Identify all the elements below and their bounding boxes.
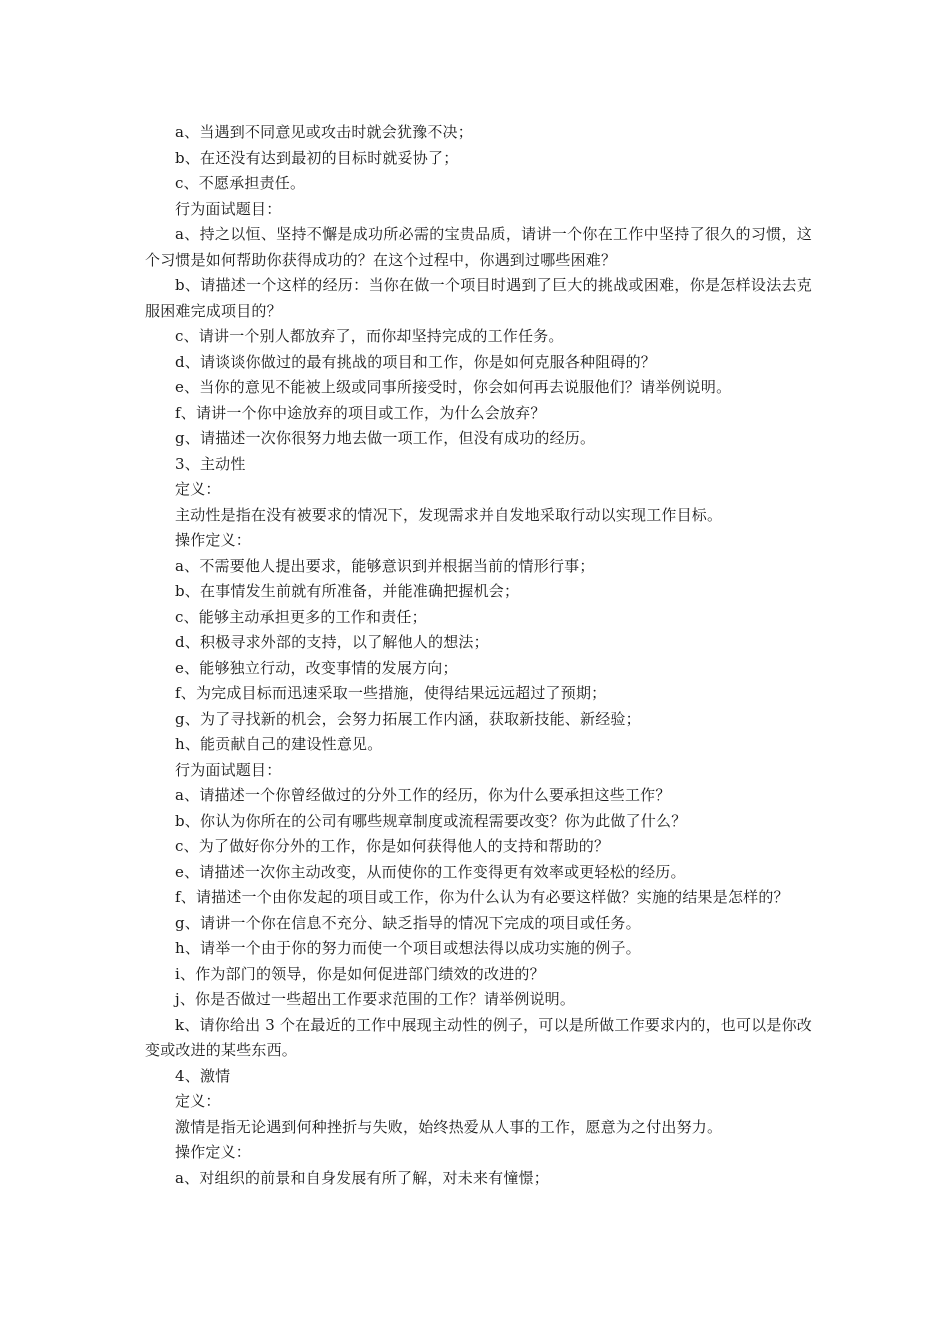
section-label: 定义： xyxy=(175,480,221,498)
paragraph: a、持之以恒、坚持不懈是成功所必需的宝贵品质，请讲一个你在工作中坚持了很久的习惯，这个习惯是如何帮助你获得成功的？在这个过程中，你遇到过哪些困难？ xyxy=(145,225,812,269)
paragraph: j、你是否做过一些超出工作要求范围的工作？请举例说明。 xyxy=(175,990,576,1008)
paragraph: b、在事情发生前就有所准备，并能准确把握机会； xyxy=(175,582,520,600)
paragraph: g、请描述一次你很努力地去做一项工作，但没有成功的经历。 xyxy=(175,429,596,447)
paragraph: a、请描述一个你曾经做过的分外工作的经历，你为什么要承担这些工作？ xyxy=(175,786,671,804)
paragraph: d、请谈谈你做过的最有挑战的项目和工作，你是如何克服各种阻碍的？ xyxy=(175,352,657,371)
paragraph: a、不需要他人提出要求，能够意识到并根据当前的情形行事； xyxy=(175,556,595,575)
paragraph: 激情是指无论遇到何种挫折与失败，始终热爱从人事的工作，愿意为之付出努力。 xyxy=(175,1117,723,1136)
paragraph: b、你认为你所在的公司有哪些规章制度或流程需要改变？你为此做了什么？ xyxy=(175,811,687,830)
section-label: 行为面试题目： xyxy=(175,760,282,779)
paragraph: e、能够独立行动，改变事情的发展方向； xyxy=(175,658,458,677)
paragraph: b、请描述一个这样的经历：当你在做一个项目时遇到了巨大的挑战或困难，你是怎样设法去克服困难完成项目的？ xyxy=(145,276,812,320)
paragraph: d、积极寻求外部的支持，以了解他人的想法； xyxy=(175,633,489,651)
paragraph: g、请讲一个你在信息不充分、缺乏指导的情况下完成的项目或任务。 xyxy=(175,913,641,932)
paragraph: b、在还没有达到最初的目标时就妥协了； xyxy=(175,148,459,167)
paragraph: h、请举一个由于你的努力而使一个项目或想法得以成功实施的例子。 xyxy=(175,939,641,957)
paragraph: f、为完成目标而迅速采取一些措施，使得结果远远超过了预期； xyxy=(175,684,607,702)
paragraph: h、能贡献自己的建设性意见。 xyxy=(175,735,383,753)
paragraph: c、请讲一个别人都放弃了，而你却坚持完成的工作任务。 xyxy=(175,327,564,345)
paragraph: a、当遇到不同意见或攻击时就会犹豫不决； xyxy=(175,123,473,141)
paragraph: e、当你的意见不能被上级或同事所接受时，你会如何再去说服他们？请举例说明。 xyxy=(175,378,732,396)
section-heading: 3、主动性 xyxy=(175,454,246,473)
paragraph: c、为了做好你分外的工作，你是如何获得他人的支持和帮助的？ xyxy=(175,837,610,855)
paragraph: f、请描述一个由你发起的项目或工作，你为什么认为有必要这样做？实施的结果是怎样的？ xyxy=(175,888,789,906)
section-heading: 4、激情 xyxy=(175,1066,231,1085)
paragraph: f、请讲一个你中途放弃的项目或工作，为什么会放弃？ xyxy=(175,403,546,422)
section-label: 操作定义： xyxy=(175,531,252,549)
section-label: 行为面试题目： xyxy=(175,199,282,218)
paragraph: e、请描述一次你主动改变，从而使你的工作变得更有效率或更轻松的经历。 xyxy=(175,862,686,881)
paragraph: i、作为部门的领导，你是如何促进部门绩效的改进的？ xyxy=(175,964,545,983)
paragraph: c、能够主动承担更多的工作和责任； xyxy=(175,607,427,626)
paragraph: g、为了寻找新的机会，会努力拓展工作内涵，获取新技能、新经验； xyxy=(175,709,641,728)
paragraph: c、不愿承担责任。 xyxy=(175,174,306,192)
paragraph: k、请你给出 3 个在最近的工作中展现主动性的例子，可以是所做工作要求内的，也可以是你改变或改进的某些东西。 xyxy=(145,1015,812,1059)
paragraph: 主动性是指在没有被要求的情况下，发现需求并自发地采取行动以实现工作目标。 xyxy=(175,505,723,524)
section-label: 定义： xyxy=(175,1092,221,1110)
document-page xyxy=(145,120,812,1191)
paragraph: a、对组织的前景和自身发展有所了解，对未来有憧憬； xyxy=(175,1168,549,1187)
section-label: 操作定义： xyxy=(175,1143,252,1161)
